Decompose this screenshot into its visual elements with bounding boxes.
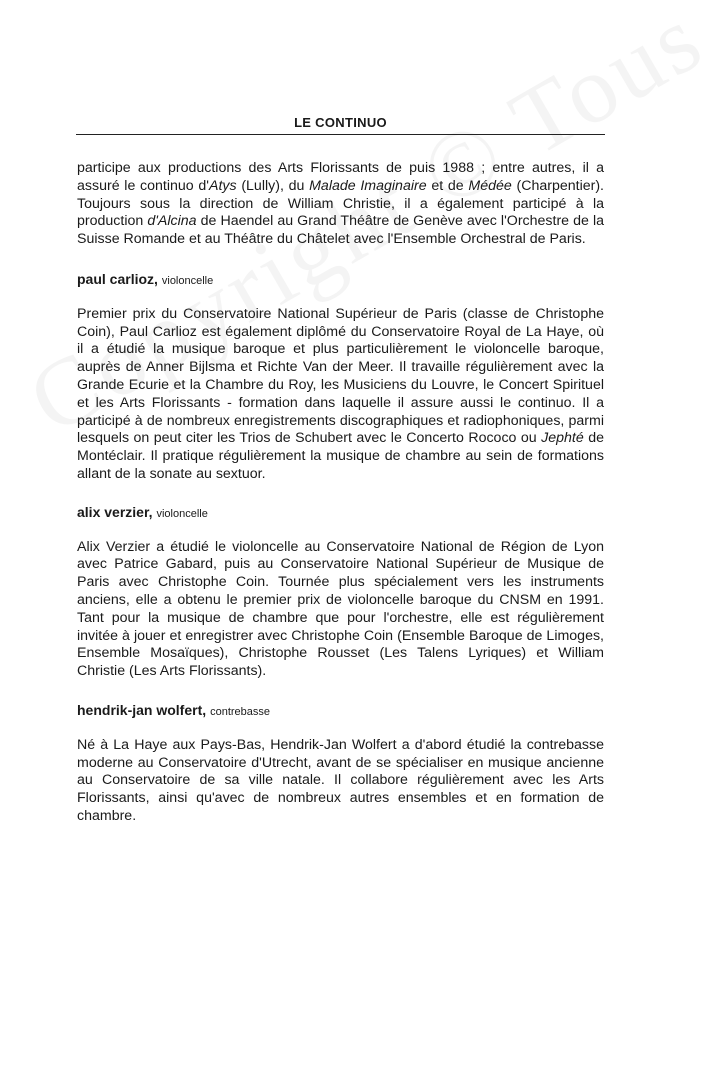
musician-name: paul carlioz, bbox=[77, 270, 158, 287]
musician-heading bbox=[77, 702, 604, 722]
page-title: LE CONTINUO bbox=[294, 115, 387, 130]
bio-text: Alix Verzier a étudié le violoncelle au Conservatoire National de Région de Lyon avec Patrice Gabard, puis au Conservatoire National Supérieur de Musique de Paris avec Christophe Coin. Tournée plus spécialement vers les instruments anciens, elle a obtenu le premier prix de violoncelle baroque du CNSM en 1991. Tant pour la musique de chambre que pour l'orchestre, elle est régulièrement invitée à jouer et enregistrer avec Christophe Coin (Ensemble Baroque de Limoges, Ensemble Mosaïques), Christophe Rousset (Les Talens Lyriques) et William Christie (Les Arts Florissants). bbox=[77, 538, 604, 680]
intro-paragraph bbox=[77, 160, 604, 249]
musician-instrument: violoncelle bbox=[156, 507, 208, 520]
bio-text: Premier prix du Conservatoire National Supérieur de Paris (classe de Christophe Coin), Paul Carlioz est également diplômé du Conservatoire Royal de La Haye, où il a étudié la musique baroque et plus particulièrement le violoncelle baroque, auprès de Anner Bijlsma et Richte Van der Meer. Il travaille régulièrement avec la Grande Ecurie et la Chambre du Roy, les Musiciens du Louvre, le Concert Spirituel et les Arts Florissants - formation dans laquelle il assure aussi le continuo. Il a participé à de nombreux enregistrements discographiques et radiophoniques, parmi lesquels on peut citer les Trios de Schubert avec le Concerto Rococo ou bbox=[77, 305, 604, 447]
intro-text-5: de Haendel au Grand Théâtre de Genève avec l'Orchestre de la Suisse Romande et au Théâtre du Châtelet avec l'Ensemble Orchestral de Paris. bbox=[77, 213, 604, 248]
bio-text: de Montéclair. Il pratique régulièrement la musique de chambre au sein de formations allant de la sonate au sextuor. bbox=[77, 430, 604, 482]
musician-instrument: contrebasse bbox=[210, 705, 271, 718]
intro-italic-2: Malade Imaginaire bbox=[309, 177, 427, 194]
musician-biography bbox=[77, 306, 604, 484]
musician-instrument: violoncelle bbox=[161, 274, 214, 287]
intro-italic-3: Médée bbox=[468, 177, 512, 194]
intro-text-4: (Charpentier). Toujours sous la direction de William Christie, il a également participé à la production bbox=[77, 177, 605, 230]
document-body bbox=[77, 160, 604, 826]
intro-text-2: (Lully), du bbox=[236, 177, 310, 194]
bio-text: Né à La Haye aux Pays-Bas, Hendrik-Jan Wolfert a d'abord étudié la contrebasse moderne au Conservatoire d'Utrecht, avant de se spécialiser en musique ancienne au Conservatoire de sa ville natale. Il collabore régulièrement avec les Arts Florissants, ainsi qu'avec de nombreux autres ensembles et en formation de chambre. bbox=[77, 736, 604, 824]
intro-italic-1: Atys bbox=[209, 177, 237, 194]
page-header bbox=[76, 114, 605, 135]
musician-heading bbox=[77, 504, 604, 524]
bio-italic: Jephté bbox=[541, 430, 584, 447]
musician-biography bbox=[77, 539, 604, 681]
musician-biography bbox=[77, 737, 604, 826]
intro-text-1: participe aux productions des Arts Florissants de puis 1988 ; entre autres, il a assuré le continuo d' bbox=[77, 160, 604, 194]
intro-text-3: et de bbox=[426, 177, 469, 194]
musician-name: alix verzier, bbox=[77, 503, 153, 520]
intro-italic-4: d'Alcina bbox=[147, 213, 197, 230]
musician-heading bbox=[77, 271, 604, 291]
musician-name: hendrik-jan wolfert, bbox=[77, 701, 207, 718]
